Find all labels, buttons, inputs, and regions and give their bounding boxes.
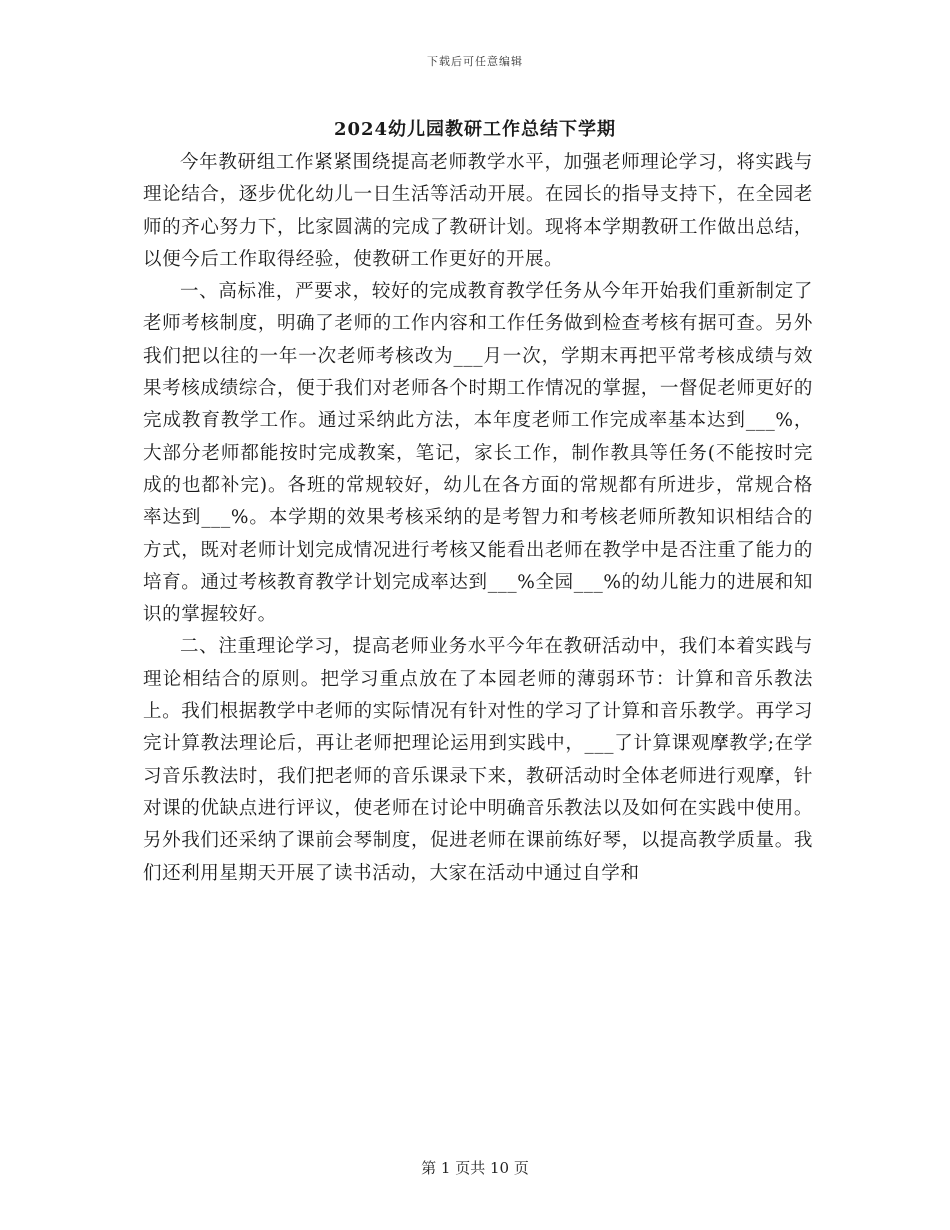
paragraph-section-2: 二、注重理论学习，提高老师业务水平今年在教研活动中，我们本着实践与理论相结合的原则。把学习重点放在了本园老师的薄弱环节：计算和音乐教法上。我们根据教学中老师的实际情况有针对性的学习了计算和音乐教学。再学习完计算教法理论后，再让老师把理论运用到实践中，___了计算课观摩教学;在学习音乐教法时，我们把老师的音乐课录下来，教研活动时全体老师进行观摩，针对课的优缺点进行评议，使老师在讨论中明确音乐教法以及如何在实践中使用。另外我们还采纳了课前会琴制度，促进老师在课前练好琴，以提高教学质量。我们还利用星期天开展了读书活动，大家在活动中通过自学和: [143, 636, 813, 884]
document-body: [143, 147, 813, 890]
header-note: 下载后可任意编辑: [427, 55, 523, 68]
page-footer: 第 1 页共 10 页: [421, 1159, 529, 1177]
paragraph-intro: 今年教研组工作紧紧围绕提高老师教学水平，加强老师理论学习，将实践与理论结合，逐步优化幼儿一日生活等活动开展。在园长的指导支持下，在全园老师的齐心努力下，比家圆满的完成了教研计划。现将本学期教研工作做出总结，以便今后工作取得经验，使教研工作更好的开展。: [143, 152, 813, 270]
document-title: 2024幼儿园教研工作总结下学期: [333, 119, 617, 140]
paragraph-section-1: 一、高标准，严要求，较好的完成教育教学任务从今年开始我们重新制定了老师考核制度，明确了老师的工作内容和工作任务做到检查考核有据可查。另外我们把以往的一年一次老师考核改为___月一次，学期末再把平常考核成绩与效果考核成绩综合，便于我们对老师各个时期工作情况的掌握，一督促老师更好的完成教育教学工作。通过采纳此方法，本年度老师工作完成率基本达到___%，大部分老师都能按时完成教案，笔记，家长工作，制作教具等任务(不能按时完成的也都补完)。各班的常规较好，幼儿在各方面的常规都有所进步，常规合格率达到___%。本学期的效果考核采纳的是考智力和考核老师所教知识相结合的方式，既对老师计划完成情况进行考核又能看出老师在教学中是否注重了能力的培育。通过考核教育教学计划完成率达到___%全园___%的幼儿能力的进展和知识的掌握较好。: [143, 281, 813, 626]
